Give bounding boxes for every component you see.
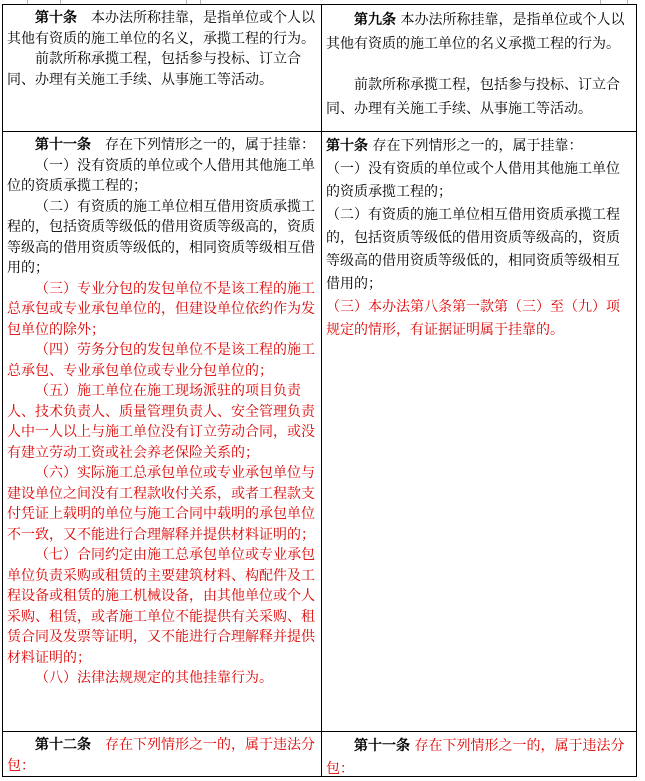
article-number: 第十一条 [35, 137, 91, 153]
new-version-next-article-cell-clipped [322, 732, 636, 776]
paragraph [326, 158, 632, 204]
text-segment: （一）没有资质的单位或个人借用其他施工单位的资质承揽工程的； [326, 161, 620, 200]
text-segment [91, 737, 105, 753]
paragraph [326, 735, 632, 781]
text-segment: （一）没有资质的单位或个人借用其他施工单位的资质承揽工程的； [7, 157, 315, 194]
text-segment: （三）本办法第八条第一款第（三）至（九）项规定的情形，有证据证明属于挂靠的。 [326, 299, 620, 338]
paragraph [7, 8, 317, 49]
paragraph [7, 135, 317, 156]
paragraph [7, 156, 317, 197]
comparison-table [2, 4, 637, 777]
text-segment: 存在下列情形之一的，属于违法分包： [7, 737, 315, 774]
text-segment: （七）合同约定由施工总承包单位或专业承包单位负责采购或租赁的主要建筑材料、构配件及工程设备或租赁的施工机械设备，由其他单位或个人采购、租赁，或者施工单位不能提供有关采购、租赁合同及发票等证明，又不能进行合理解释并提供材料证明的； [7, 547, 315, 666]
text-segment: （二）有资质的施工单位相互借用资质承揽工程的，包括资质等级低的借用资质等级高的，资质等级高的借用资质等级低的，相同资质等级相互借用的； [7, 198, 315, 276]
text-segment: 本办法所称挂靠，是指单位或个人以其他有资质的施工单位的名义承揽工程的行为。 [326, 12, 625, 52]
text-segment: 存在下列情形之一的，属于挂靠： [91, 137, 315, 153]
paragraph [7, 668, 317, 689]
paragraph [7, 545, 317, 668]
old-version-article-10-cell [3, 5, 322, 132]
paragraph-spacer [326, 56, 632, 73]
text-segment: 前款所称承揽工程，包括参与投标、订立合同、办理有关施工手续、从事施工等活动。 [7, 51, 301, 88]
text-segment: 前款所称承揽工程，包括参与投标、订立合同、办理有关施工手续、从事施工等活动。 [326, 77, 620, 117]
text-segment: 本办法所称挂靠，是指单位或个人以其他有资质的施工单位的名义，承揽工程的行为。 [7, 10, 315, 47]
text-segment: （三）专业分包的发包单位不是该工程的施工总承包或专业承包单位的，但建设单位依约作为发包单位的除外； [7, 280, 315, 338]
text-segment: （五）施工单位在施工现场派驻的项目负责人、技术负责人、质量管理负责人、安全管理负责人中一人以上与施工单位没有订立劳动合同，或没有建立劳动工资或社会养老保险关系的； [7, 383, 315, 461]
new-version-article-10-cell [322, 132, 636, 732]
paragraph [7, 49, 317, 90]
new-version-article-9-cell [322, 5, 636, 132]
paragraph [326, 204, 632, 296]
text-segment: （六）实际施工总承包单位或专业承包单位与建设单位之间没有工程款收付关系，或者工程款支付凭证上载明的单位与施工合同中载明的承包单位不一致，又不能进行合理解释并提供材料证明的； [7, 465, 315, 543]
article-number: 第九条 [354, 12, 396, 28]
old-version-article-11-cell [3, 132, 322, 732]
paragraph [7, 735, 317, 776]
text-segment: （八）法律法规规定的其他挂靠行为。 [35, 670, 273, 686]
article-number: 第十二条 [35, 737, 91, 753]
article-number: 第十一条 [354, 738, 410, 754]
paragraph [326, 73, 632, 121]
text-segment: （四）劳务分包的发包单位不是该工程的施工总承包、专业承包单位或专业分包单位的； [7, 342, 315, 379]
paragraph [326, 135, 632, 158]
article-number: 第十条 [35, 10, 77, 26]
paragraph [7, 197, 317, 279]
article-number: 第十条 [326, 138, 368, 154]
paragraph [7, 279, 317, 341]
text-segment: 存在下列情形之一的，属于挂靠： [368, 138, 583, 154]
paragraph [7, 463, 317, 545]
paragraph [7, 340, 317, 381]
old-version-next-article-cell-clipped [3, 732, 322, 776]
paragraph [326, 8, 632, 56]
text-segment: （二）有资质的施工单位相互借用资质承揽工程的，包括资质等级低的借用资质等级高的，资质等级高的借用资质等级低的，相同资质等级相互借用的； [326, 207, 620, 292]
paragraph [7, 381, 317, 463]
text-segment: 存在下列情形之一的，属于违法分包： [326, 738, 625, 777]
paragraph [326, 296, 632, 342]
